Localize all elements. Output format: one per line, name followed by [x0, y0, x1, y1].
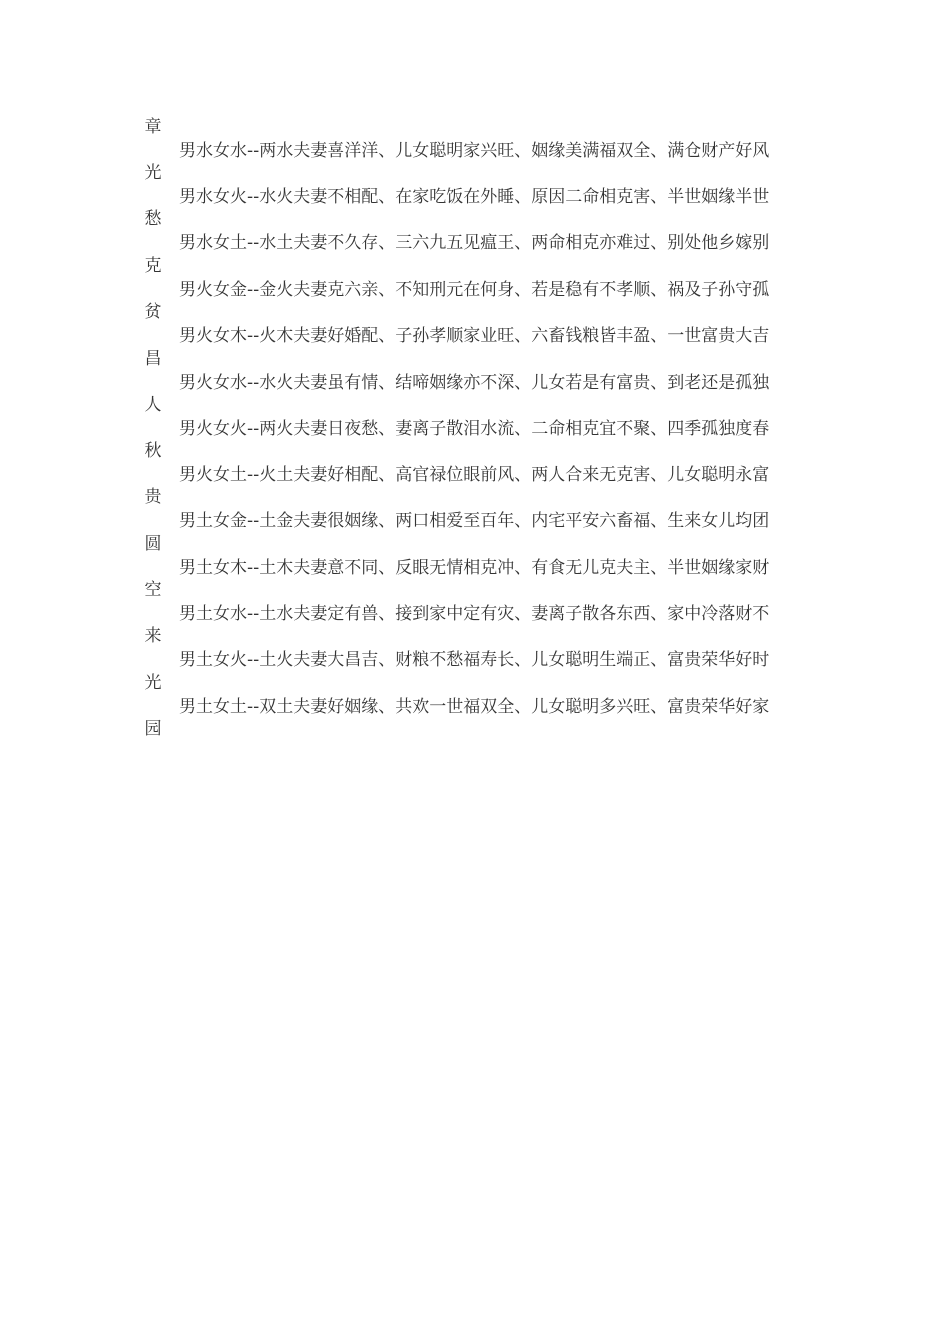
verse-line: 男水女火--水火夫妻不相配、在家吃饭在外睡、原因二命相克害、半世姻缘半世	[179, 187, 770, 207]
verse-line: 男土女木--土木夫妻意不同、反眼无情相克冲、有食无儿克夫主、半世姻缘家财	[179, 558, 770, 578]
verse-line: 男火女金--金火夫妻克六亲、不知刑元在何身、若是稳有不孝顺、祸及子孙守孤	[179, 280, 770, 300]
verse-line: 男土女火--土火夫妻大昌吉、财粮不愁福寿长、儿女聪明生端正、富贵荣华好时	[179, 650, 770, 670]
side-char: 贫	[144, 302, 162, 322]
verse-line: 男水女土--水土夫妻不久存、三六九五见瘟王、两命相克亦难过、别处他乡嫁别	[179, 233, 770, 253]
side-char: 秋	[144, 441, 162, 461]
side-char: 克	[144, 256, 162, 276]
side-char: 光	[144, 673, 162, 693]
verse-line: 男水女水--两水夫妻喜洋洋、儿女聪明家兴旺、姻缘美满福双全、满仓财产好风	[179, 141, 770, 161]
side-char: 愁	[144, 209, 162, 229]
verse-line: 男土女金--土金夫妻很姻缘、两口相爱至百年、内宅平安六畜福、生来女儿均团	[179, 511, 770, 531]
verse-line: 男火女木--火木夫妻好婚配、子孙孝顺家业旺、六畜钱粮皆丰盈、一世富贵大吉	[179, 326, 770, 346]
verse-line: 男火女土--火土夫妻好相配、高官禄位眼前风、两人合来无克害、儿女聪明永富	[179, 465, 770, 485]
side-char: 来	[144, 626, 162, 646]
side-char: 章	[144, 117, 162, 137]
side-char: 园	[144, 719, 162, 739]
verse-line: 男火女火--两火夫妻日夜愁、妻离子散泪水流、二命相克宜不聚、四季孤独度春	[179, 419, 770, 439]
side-char: 圆	[144, 534, 162, 554]
side-char: 昌	[144, 349, 162, 369]
verse-line: 男土女水--土水夫妻定有兽、接到家中定有灾、妻离子散各东西、家中冷落财不	[179, 604, 770, 624]
side-char: 贵	[144, 487, 162, 507]
side-char: 人	[144, 395, 162, 415]
side-char: 光	[144, 163, 162, 183]
verse-line: 男火女水--水火夫妻虽有情、结啼姻缘亦不深、儿女若是有富贵、到老还是孤独	[179, 373, 770, 393]
verse-line: 男土女土--双土夫妻好姻缘、共欢一世福双全、儿女聪明多兴旺、富贵荣华好家	[179, 697, 770, 717]
side-char: 空	[144, 580, 162, 600]
